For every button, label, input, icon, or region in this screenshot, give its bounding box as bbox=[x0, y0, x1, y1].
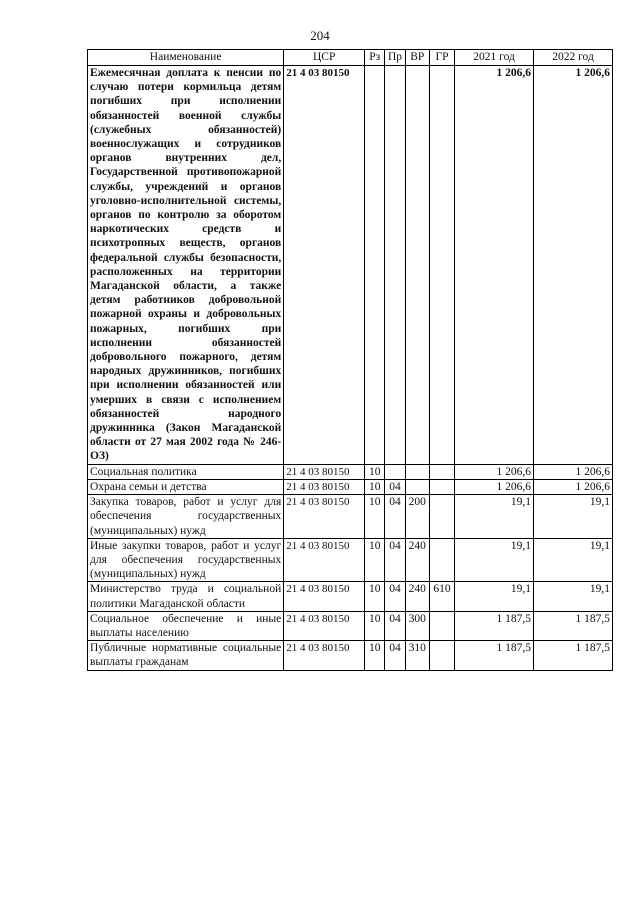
cell-y2021: 19,1 bbox=[455, 582, 534, 611]
cell-y2022: 19,1 bbox=[534, 495, 613, 539]
cell-pr bbox=[385, 464, 405, 479]
cell-vr: 200 bbox=[405, 495, 429, 539]
cell-y2021: 19,1 bbox=[455, 538, 534, 582]
cell-y2021: 19,1 bbox=[455, 495, 534, 539]
cell-name: Иные закупки товаров, работ и услуг для обеспечения государственных (муниципальных) нужд bbox=[88, 538, 284, 582]
table-row bbox=[88, 479, 613, 494]
cell-rz bbox=[365, 66, 385, 465]
cell-pr: 04 bbox=[385, 479, 405, 494]
cell-gr bbox=[429, 479, 454, 494]
table-row bbox=[88, 495, 613, 539]
cell-y2022: 1 187,5 bbox=[534, 611, 613, 640]
cell-rz: 10 bbox=[365, 538, 385, 582]
cell-y2021: 1 187,5 bbox=[455, 641, 534, 670]
table-row bbox=[88, 464, 613, 479]
cell-name: Закупка товаров, работ и услуг для обеспечения государственных (муниципальных) нужд bbox=[88, 495, 284, 539]
cell-rz: 10 bbox=[365, 464, 385, 479]
cell-vr bbox=[405, 464, 429, 479]
header-2021: 2021 год bbox=[455, 50, 534, 66]
header-pr: Пр bbox=[385, 50, 405, 66]
cell-gr bbox=[429, 495, 454, 539]
table-row bbox=[88, 641, 613, 670]
table-row bbox=[88, 611, 613, 640]
cell-pr: 04 bbox=[385, 582, 405, 611]
cell-gr bbox=[429, 611, 454, 640]
cell-rz: 10 bbox=[365, 611, 385, 640]
cell-y2021: 1 206,6 bbox=[455, 479, 534, 494]
header-2022: 2022 год bbox=[534, 50, 613, 66]
cell-gr bbox=[429, 641, 454, 670]
cell-rz: 10 bbox=[365, 479, 385, 494]
cell-pr: 04 bbox=[385, 641, 405, 670]
budget-table bbox=[87, 49, 613, 671]
cell-pr: 04 bbox=[385, 538, 405, 582]
cell-vr bbox=[405, 479, 429, 494]
cell-csr: 21 4 03 80150 bbox=[284, 464, 365, 479]
header-gr: ГР bbox=[429, 50, 454, 66]
cell-vr bbox=[405, 66, 429, 465]
cell-y2022: 19,1 bbox=[534, 538, 613, 582]
header-name: Наименование bbox=[88, 50, 284, 66]
header-rz: Рз bbox=[365, 50, 385, 66]
cell-csr: 21 4 03 80150 bbox=[284, 479, 365, 494]
cell-vr: 240 bbox=[405, 538, 429, 582]
page-number: 204 bbox=[310, 28, 330, 43]
cell-rz: 10 bbox=[365, 582, 385, 611]
cell-gr: 610 bbox=[429, 582, 454, 611]
cell-name: Охрана семьи и детства bbox=[88, 479, 284, 494]
cell-csr: 21 4 03 80150 bbox=[284, 641, 365, 670]
cell-csr: 21 4 03 80150 bbox=[284, 538, 365, 582]
cell-y2022: 1 206,6 bbox=[534, 479, 613, 494]
cell-csr: 21 4 03 80150 bbox=[284, 611, 365, 640]
cell-rz: 10 bbox=[365, 641, 385, 670]
cell-gr bbox=[429, 66, 454, 465]
cell-name: Социальное обеспечение и иные выплаты населению bbox=[88, 611, 284, 640]
cell-pr: 04 bbox=[385, 495, 405, 539]
cell-vr: 240 bbox=[405, 582, 429, 611]
header-vr: ВР bbox=[405, 50, 429, 66]
cell-y2022: 1 187,5 bbox=[534, 641, 613, 670]
cell-name: Публичные нормативные социальные выплаты гражданам bbox=[88, 641, 284, 670]
cell-gr bbox=[429, 464, 454, 479]
cell-vr: 300 bbox=[405, 611, 429, 640]
cell-csr: 21 4 03 80150 bbox=[284, 495, 365, 539]
table-row bbox=[88, 66, 613, 465]
table-row bbox=[88, 582, 613, 611]
header-csr: ЦСР bbox=[284, 50, 365, 66]
cell-y2022: 1 206,6 bbox=[534, 464, 613, 479]
cell-rz: 10 bbox=[365, 495, 385, 539]
cell-name: Министерство труда и социальной политики Магаданской области bbox=[88, 582, 284, 611]
cell-name: Социальная политика bbox=[88, 464, 284, 479]
cell-vr: 310 bbox=[405, 641, 429, 670]
cell-gr bbox=[429, 538, 454, 582]
cell-pr: 04 bbox=[385, 611, 405, 640]
cell-y2021: 1 206,6 bbox=[455, 66, 534, 465]
cell-csr: 21 4 03 80150 bbox=[284, 582, 365, 611]
cell-y2021: 1 206,6 bbox=[455, 464, 534, 479]
cell-pr bbox=[385, 66, 405, 465]
cell-y2022: 19,1 bbox=[534, 582, 613, 611]
cell-y2021: 1 187,5 bbox=[455, 611, 534, 640]
cell-y2022: 1 206,6 bbox=[534, 66, 613, 465]
cell-name: Ежемесячная доплата к пенсии по случаю потери кормильца детям погибших при исполнении обязанностей военной службы (служебных обязанностей) военнослужащих и сотрудников органов внутренних дел, Государственной противопожарной службы, учреждений и органов уголовно-исполнительной системы, органов по контролю за оборотом наркотических средств и психотропных веществ, органов федеральной службы безопасности, расположенных на территории Магаданской области, а также детям работников добровольной пожарной охраны и добровольных пожарных, погибших при исполнении обязанностей добровольного пожарного, детям народных дружинников, погибших при исполнении обязанностей или умерших в связи с исполнением обязанностей народного дружинника (Закон Магаданской области от 27 мая 2002 года № 246-ОЗ) bbox=[88, 66, 284, 465]
table-row bbox=[88, 538, 613, 582]
cell-csr: 21 4 03 80150 bbox=[284, 66, 365, 465]
table-header-row bbox=[88, 50, 613, 66]
